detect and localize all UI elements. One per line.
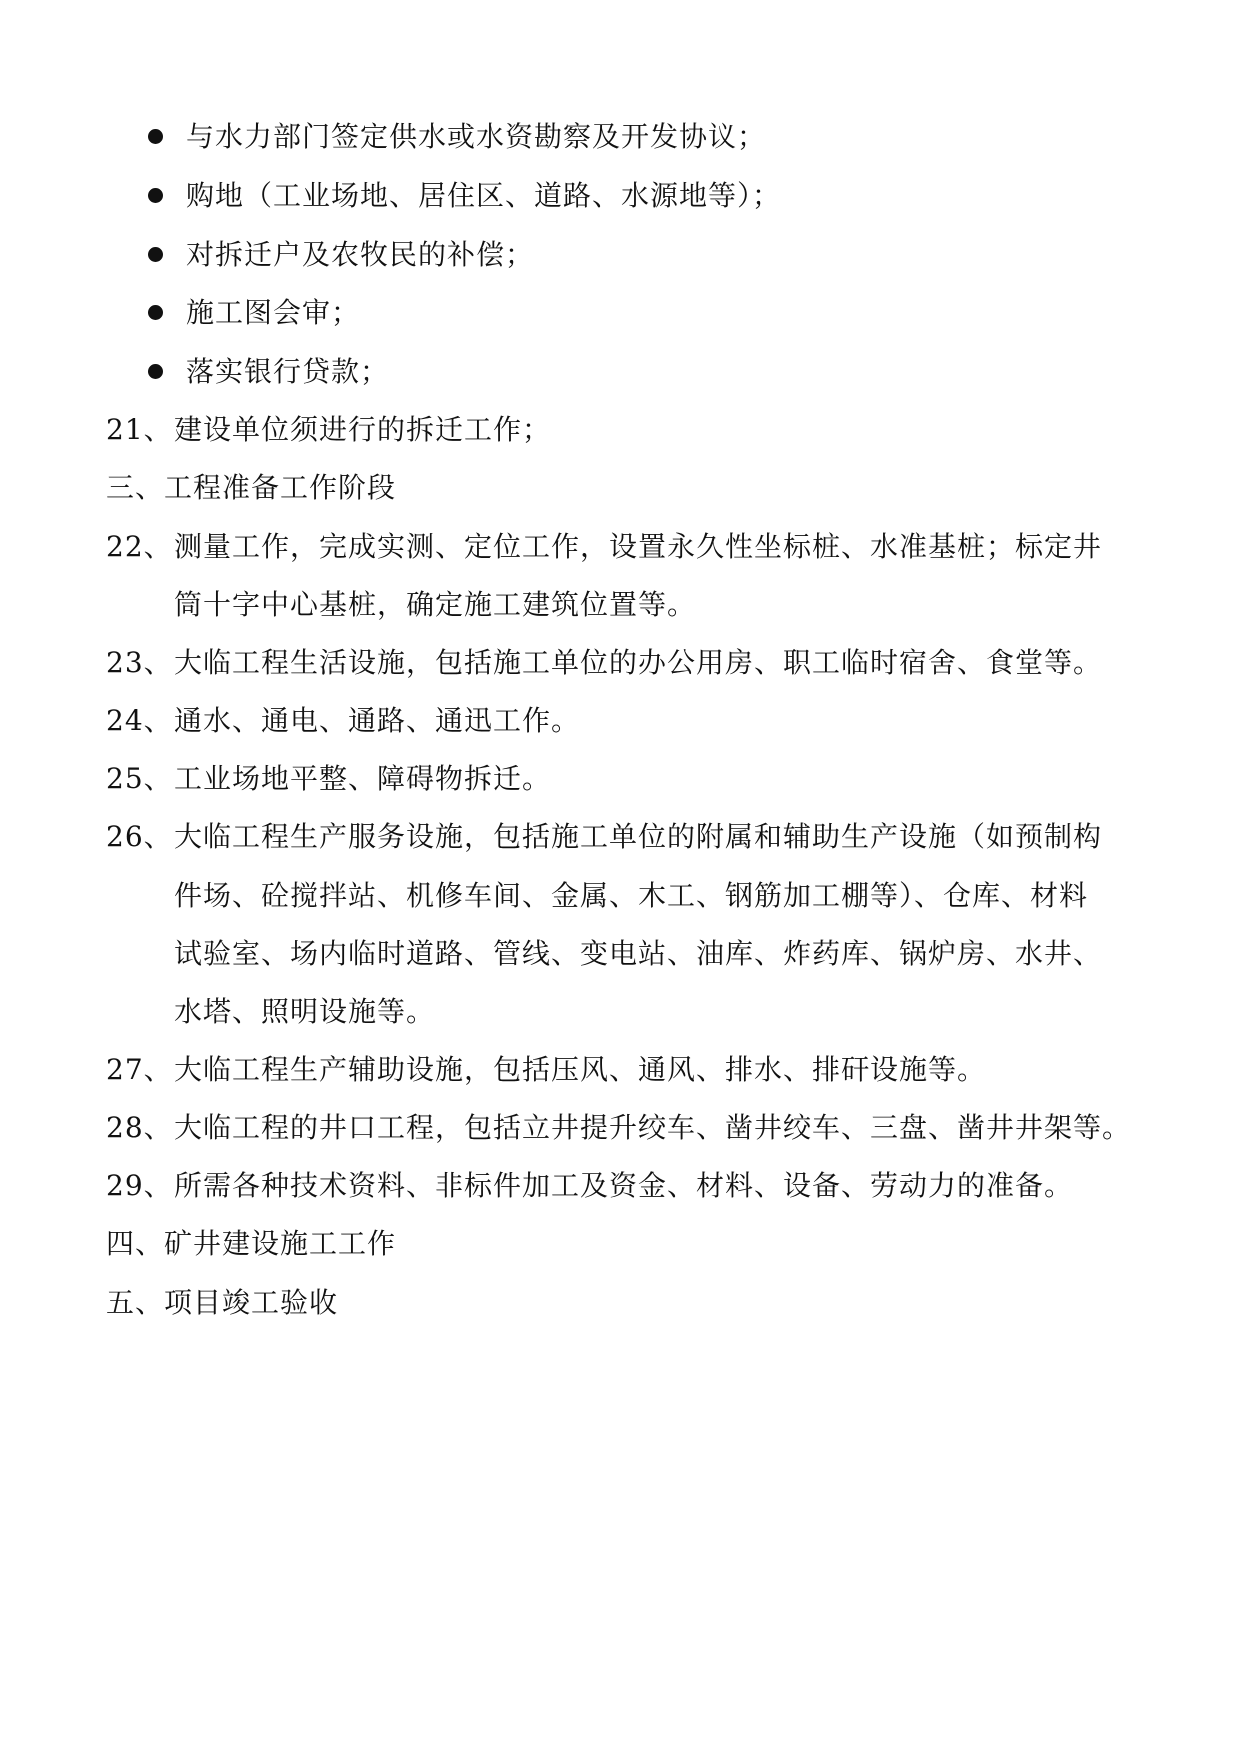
item-number: 29、 <box>106 1169 173 1202</box>
item-text-continued: 水塔、照明设施等。 <box>174 995 436 1028</box>
item-text-continued: 筒十字中心基桩，确定施工建筑位置等。 <box>174 588 697 621</box>
item-text: 所需各种技术资料、非标件加工及资金、材料、设备、劳动力的准备。 <box>174 1169 1074 1202</box>
item-number: 25、 <box>106 762 173 795</box>
item-number: 22、 <box>106 530 173 563</box>
section-heading: 三、工程准备工作阶段 <box>106 471 397 504</box>
item-text: 通水、通电、通路、通迅工作。 <box>174 704 581 737</box>
item-number: 21、 <box>106 413 173 446</box>
item-text: 大临工程生产服务设施，包括施工单位的附属和辅助生产设施（如预制构 <box>174 820 1103 853</box>
bullet-dot-icon <box>148 129 163 144</box>
bullet-dot-icon <box>148 305 163 320</box>
bullet-dot-icon <box>148 364 163 379</box>
bullet-item: 购地（工业场地、居住区、道路、水源地等）； <box>186 179 782 212</box>
bullet-item: 落实银行贷款； <box>186 355 390 388</box>
item-text-continued: 件场、砼搅拌站、机修车间、金属、木工、钢筋加工棚等）、仓库、材料 <box>174 879 1089 912</box>
item-number: 23、 <box>106 646 173 679</box>
bullet-item: 与水力部门签定供水或水资勘察及开发协议； <box>186 120 767 153</box>
section-heading: 五、项目竣工验收 <box>106 1286 339 1319</box>
item-text: 大临工程生活设施，包括施工单位的办公用房、职工临时宿舍、食堂等。 <box>174 646 1103 679</box>
bullet-dot-icon <box>148 188 163 203</box>
item-number: 26、 <box>106 820 173 853</box>
item-number: 28、 <box>106 1111 173 1144</box>
item-text: 建设单位须进行的拆迁工作； <box>174 413 552 446</box>
item-number: 24、 <box>106 704 173 737</box>
bullet-item: 对拆迁户及农牧民的补偿； <box>186 238 535 271</box>
item-text: 测量工作，完成实测、定位工作，设置永久性坐标桩、水准基桩；标定井 <box>174 530 1103 563</box>
item-text: 工业场地平整、障碍物拆迁。 <box>174 762 552 795</box>
bullet-dot-icon <box>148 247 163 262</box>
bullet-item: 施工图会审； <box>186 296 361 329</box>
item-number: 27、 <box>106 1053 173 1086</box>
section-heading: 四、矿井建设施工工作 <box>106 1227 397 1260</box>
item-text: 大临工程生产辅助设施，包括压风、通风、排水、排矸设施等。 <box>174 1053 987 1086</box>
item-text-continued: 试验室、场内临时道路、管线、变电站、油库、炸药库、锅炉房、水井、 <box>174 937 1103 970</box>
item-text: 大临工程的井口工程，包括立井提升绞车、凿井绞车、三盘、凿井井架等。 <box>174 1111 1132 1144</box>
